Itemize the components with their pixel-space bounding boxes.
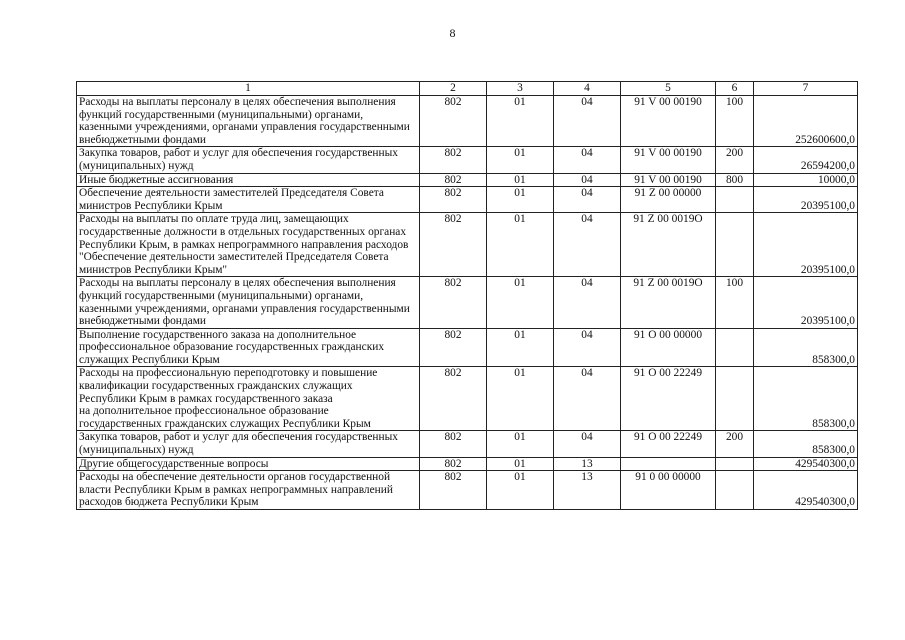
cell-expense-type <box>716 367 754 431</box>
cell-section: 01 <box>487 471 554 510</box>
column-header: 4 <box>554 82 621 96</box>
column-header: 3 <box>487 82 554 96</box>
table-row <box>77 457 858 471</box>
cell-expense-type: 100 <box>716 96 754 147</box>
cell-section: 01 <box>487 213 554 277</box>
cell-description <box>77 277 420 328</box>
description-line: министров Республики Крым" <box>79 263 228 276</box>
description-line: "Обеспечение деятельности заместителей Председателя Совета <box>79 251 389 264</box>
cell-target-article: 91 V 00 00190 <box>621 147 716 173</box>
cell-amount: 20395100,0 <box>754 213 858 277</box>
table-row <box>77 96 858 147</box>
description-line: Республики Крым, в рамках непрограммного направления расходов <box>79 238 409 251</box>
cell-expense-type: 200 <box>716 147 754 173</box>
cell-section: 01 <box>487 96 554 147</box>
description-line: служащих Республики Крым <box>79 353 220 366</box>
cell-section: 01 <box>487 431 554 457</box>
cell-amount: 10000,0 <box>754 173 858 187</box>
cell-amount: 20395100,0 <box>754 187 858 213</box>
cell-target-article: 91 О 00 22249 <box>621 431 716 457</box>
description-line: казенными учреждениями, органами управления государственными <box>79 302 410 315</box>
cell-section: 01 <box>487 367 554 431</box>
description-line: министров Республики Крым <box>79 199 223 212</box>
cell-subsection: 04 <box>554 187 621 213</box>
cell-amount: 429540300,0 <box>754 471 858 510</box>
description-line: Расходы на выплаты персоналу в целях обеспечения выполнения <box>79 277 396 290</box>
description-line: Расходы на обеспечение деятельности органов государственной <box>79 471 391 484</box>
cell-target-article: 91 Z 00 0019О <box>621 213 716 277</box>
description-line: квалификации государственных гражданских служащих <box>79 380 353 393</box>
cell-description <box>77 431 420 457</box>
cell-subsection: 04 <box>554 367 621 431</box>
description-line: (муниципальных) нужд <box>79 444 194 457</box>
table-row <box>77 367 858 431</box>
description-line: казенными учреждениями, органами управления государственными <box>79 121 410 134</box>
description-line: Иные бюджетные ассигнования <box>79 173 234 186</box>
cell-expense-type <box>716 187 754 213</box>
cell-expense-type <box>716 213 754 277</box>
cell-subsection: 04 <box>554 328 621 367</box>
table-row <box>77 277 858 328</box>
cell-description <box>77 457 420 471</box>
cell-target-article: 91 О 00 00000 <box>621 328 716 367</box>
cell-amount: 429540300,0 <box>754 457 858 471</box>
cell-subsection: 04 <box>554 173 621 187</box>
table-row <box>77 328 858 367</box>
cell-section: 01 <box>487 147 554 173</box>
cell-target-article: 91 Z 00 00000 <box>621 187 716 213</box>
cell-description <box>77 367 420 431</box>
column-header: 6 <box>716 82 754 96</box>
description-line: государственные должности в отдельных государственных органах <box>79 225 407 238</box>
cell-subsection: 04 <box>554 147 621 173</box>
description-line: внебюджетными фондами <box>79 133 207 146</box>
cell-expense-type <box>716 457 754 471</box>
description-line: Выполнение государственного заказа на дополнительное <box>79 328 357 341</box>
cell-ved: 802 <box>420 367 487 431</box>
cell-ved: 802 <box>420 173 487 187</box>
cell-ved: 802 <box>420 147 487 173</box>
description-line: государственных гражданских служащих Республики Крым <box>79 417 371 430</box>
cell-expense-type: 800 <box>716 173 754 187</box>
cell-section: 01 <box>487 187 554 213</box>
cell-description <box>77 328 420 367</box>
cell-subsection: 04 <box>554 213 621 277</box>
description-line: на дополнительное профессиональное образование <box>79 405 329 418</box>
cell-target-article <box>621 457 716 471</box>
cell-subsection: 13 <box>554 457 621 471</box>
cell-description <box>77 173 420 187</box>
cell-section: 01 <box>487 277 554 328</box>
cell-amount: 858300,0 <box>754 367 858 431</box>
cell-description <box>77 213 420 277</box>
description-line: Республики Крым в рамках государственного заказа <box>79 392 333 405</box>
budget-table <box>76 81 858 510</box>
cell-amount: 20395100,0 <box>754 277 858 328</box>
cell-target-article: 91 Z 00 0019О <box>621 277 716 328</box>
description-line: Расходы на профессиональную переподготовку и повышение <box>79 367 378 380</box>
cell-target-article: 91 V 00 00190 <box>621 96 716 147</box>
description-line: Другие общегосударственные вопросы <box>79 457 269 470</box>
cell-ved: 802 <box>420 213 487 277</box>
cell-ved: 802 <box>420 187 487 213</box>
description-line: Расходы на выплаты персоналу в целях обеспечения выполнения <box>79 96 396 108</box>
column-header: 7 <box>754 82 858 96</box>
cell-ved: 802 <box>420 277 487 328</box>
description-line: власти Республики Крым в рамках непрограммных направлений <box>79 483 393 496</box>
cell-section: 01 <box>487 173 554 187</box>
description-line: функций государственными (муниципальными) органами, <box>79 108 364 121</box>
description-line: Закупка товаров, работ и услуг для обеспечения государственных <box>79 431 398 444</box>
table-row <box>77 147 858 173</box>
cell-target-article: 91 V 00 00190 <box>621 173 716 187</box>
cell-description <box>77 471 420 510</box>
table-row <box>77 431 858 457</box>
description-line: функций государственными (муниципальными) органами, <box>79 289 364 302</box>
cell-subsection: 04 <box>554 96 621 147</box>
cell-subsection: 13 <box>554 471 621 510</box>
cell-description <box>77 187 420 213</box>
cell-description <box>77 96 420 147</box>
cell-ved: 802 <box>420 431 487 457</box>
table-row <box>77 187 858 213</box>
cell-section: 01 <box>487 328 554 367</box>
table-row <box>77 173 858 187</box>
cell-description <box>77 147 420 173</box>
cell-expense-type: 100 <box>716 277 754 328</box>
cell-ved: 802 <box>420 471 487 510</box>
cell-amount: 252600600,0 <box>754 96 858 147</box>
cell-ved: 802 <box>420 328 487 367</box>
cell-section: 01 <box>487 457 554 471</box>
cell-amount: 858300,0 <box>754 328 858 367</box>
cell-ved: 802 <box>420 457 487 471</box>
cell-expense-type: 200 <box>716 431 754 457</box>
description-line: профессиональное образование государственных гражданских <box>79 341 385 354</box>
table-row <box>77 471 858 510</box>
description-line: расходов бюджета Республики Крым <box>79 496 259 509</box>
description-line: внебюджетными фондами <box>79 315 207 328</box>
cell-subsection: 04 <box>554 277 621 328</box>
description-line: Расходы на выплаты по оплате труда лиц, замещающих <box>79 213 349 226</box>
cell-expense-type <box>716 328 754 367</box>
cell-ved: 802 <box>420 96 487 147</box>
cell-amount: 26594200,0 <box>754 147 858 173</box>
column-header: 2 <box>420 82 487 96</box>
description-line: (муниципальных) нужд <box>79 159 194 172</box>
column-header: 1 <box>77 82 420 96</box>
table-row <box>77 213 858 277</box>
table-body <box>77 96 858 510</box>
page-number: 8 <box>449 26 456 40</box>
cell-subsection: 04 <box>554 431 621 457</box>
column-header: 5 <box>621 82 716 96</box>
description-line: Закупка товаров, работ и услуг для обеспечения государственных <box>79 147 398 160</box>
table-header-row <box>77 82 858 96</box>
description-line: Обеспечение деятельности заместителей Председателя Совета <box>79 187 384 200</box>
cell-expense-type <box>716 471 754 510</box>
cell-target-article: 91 О 00 22249 <box>621 367 716 431</box>
cell-target-article: 91 0 00 00000 <box>621 471 716 510</box>
cell-amount: 858300,0 <box>754 431 858 457</box>
